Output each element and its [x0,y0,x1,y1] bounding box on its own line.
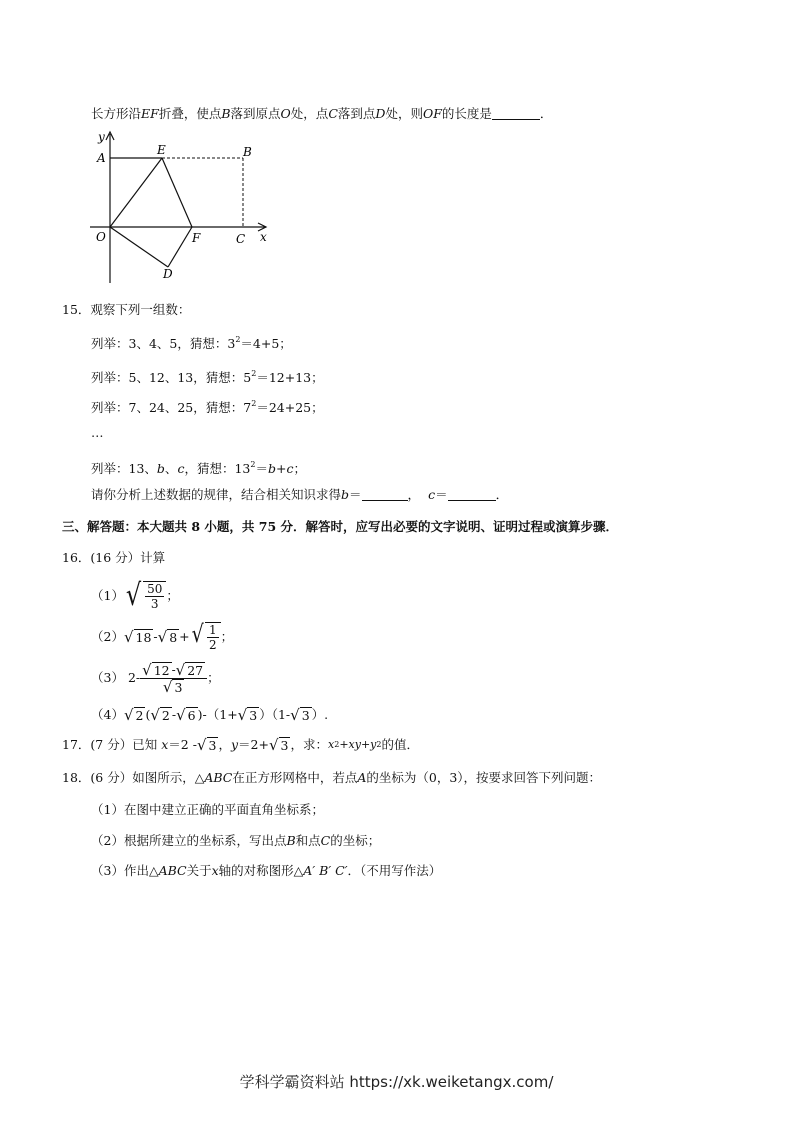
sqrt-icon: √ [125,578,142,613]
label-b: B [243,145,252,159]
text: 处，点 [290,106,329,121]
q15-ellipsis: … [91,425,104,440]
text: O [280,106,291,121]
sqrt-icon: √ [123,628,134,646]
sqrt-icon: √ [191,620,204,648]
text: 的值． [381,737,419,752]
radical [190,622,221,652]
q15-title: 15．观察下列一组数： [62,302,191,317]
q18-step-3 [91,863,441,879]
label-f: F [192,231,201,245]
q18-intro [62,770,601,786]
text: x [328,738,335,751]
label-x: x [260,230,267,244]
text: ＝ [349,487,362,502]
radical [176,662,205,678]
text: y [230,737,239,752]
text: D [375,106,386,121]
text: c [286,461,294,476]
text: ＝ [435,487,448,502]
radical [238,707,260,723]
numerator: 1 [208,623,217,637]
text: 的坐标为（0，3），按要求回答下列问题： [366,770,602,785]
segment-od [110,227,168,267]
text: ) [197,707,203,722]
text: 列举：13、 [91,461,157,476]
q15-row-last [91,457,306,477]
text: A [357,770,367,785]
text: （4） [91,707,124,722]
text: 请你分析上述数据的规律，结合相关知识求得 [91,487,342,502]
radicand: 3 [174,679,183,695]
radicand: 3 [249,708,258,723]
text: 列举：7、24、25，猜想：7 [91,400,252,415]
text: b [267,461,276,476]
label-d: D [163,267,173,281]
text: ）. [311,707,329,722]
radicand: 3 [301,708,310,723]
denominator: 2 [208,638,217,652]
q16-part-3 [91,657,220,699]
text: （1） [91,588,124,603]
radical [124,578,166,613]
q17 [62,737,419,753]
text: A′ B′ C′ [303,863,348,878]
label-o: O [96,230,106,244]
denominator [163,679,185,695]
text: 18．(6 分）如图所示，△ [62,770,205,785]
radical [197,737,219,753]
text: 的坐标； [330,833,381,848]
text: 、 [164,461,178,476]
text: 处，则 [385,106,423,121]
radicand [205,622,221,652]
q18-step-1: （1）在图中建立正确的平面直角坐标系； [91,802,324,817]
radicand: 18 [135,630,152,645]
text: b [341,487,350,502]
text: 关于 [186,863,212,878]
text: （3）作出△ [91,863,159,878]
radicand: 2 [135,708,144,723]
text: C [320,833,331,848]
text: ＝24+25； [256,400,324,415]
text: ． [495,487,509,502]
radical [150,707,172,723]
text: 的长度是 [441,106,492,121]
text: 和点 [295,833,321,848]
text: ABC [204,770,233,785]
text: ABC [158,863,187,878]
fraction [207,623,219,652]
text: ； [220,629,234,644]
radical [176,707,198,723]
text: C [328,106,338,121]
numerator: 50 [147,582,163,596]
segment-df [168,227,192,267]
q15-row-3 [91,396,324,416]
text: 轴的对称图形△ [218,863,304,878]
text: x [161,737,169,752]
radicand: 27 [187,662,204,678]
text: + [179,629,190,644]
text: （3） [91,670,124,685]
text: ， [218,737,231,752]
text: （2）根据所建立的坐标系，写出点 [91,833,287,848]
text: 2- [127,670,141,685]
q15-ask [91,487,508,503]
text: ( [145,707,151,722]
numerator [140,662,207,679]
answer-blank-c [448,488,496,501]
text: - [171,662,176,677]
radicand: 3 [280,738,289,753]
text: 在正方形网格中，若点 [232,770,358,785]
radical [163,679,185,695]
sqrt-icon: √ [237,706,248,724]
text: c [177,461,185,476]
text: ； [207,670,220,685]
fraction [145,582,164,611]
text: ＝4+5； [240,336,292,351]
radicand: 6 [187,708,196,723]
text: - [171,707,177,722]
sqrt-icon: √ [268,736,279,754]
footer-watermark: 学科学霸资料站 https://xk.weiketangx.com/ [239,1073,554,1091]
sqrt-icon: √ [162,677,173,696]
q15-row-2 [91,366,324,386]
text: ＝2 - [168,737,197,752]
q16-part-2 [91,619,233,655]
text: ． [539,106,553,121]
text: 2 [251,369,257,378]
sqrt-icon: √ [150,706,160,724]
q16-part-1 [91,576,179,616]
sqrt-icon: √ [157,628,168,646]
sqrt-icon: √ [290,706,300,724]
answer-blank-b [362,488,408,501]
sqrt-icon: √ [175,660,186,679]
radical [290,707,312,723]
text: 落到点 [337,106,376,121]
text: 2 [235,335,241,344]
radicand: 8 [169,630,178,645]
text: ，猜想：13 [184,461,251,476]
segment-oe [110,158,162,227]
fraction [140,662,207,695]
radical [269,737,291,753]
sqrt-icon: √ [196,736,207,754]
label-c: C [236,232,246,246]
segment-ef [162,158,192,227]
text: -（1+ [202,707,238,722]
q14-text [91,106,552,122]
text: c [428,487,436,502]
text: 2 [334,740,340,749]
text: ； [166,588,179,603]
sqrt-icon: √ [142,660,152,679]
radical [158,629,180,645]
radical [124,707,146,723]
text: 落到原点 [230,106,281,121]
section-3-heading: 三、解答题：本大题共 8 小题，共 75 分．解答时，应写出必要的文字说明、证明过程或演算步骤． [62,519,619,534]
sqrt-icon: √ [176,706,186,724]
text: OF [422,106,442,121]
q15-row-1 [91,332,292,352]
text: 列举：5、12、13，猜想：5 [91,370,252,385]
text: 2 [376,740,382,749]
text: B [221,106,231,121]
text: b [156,461,165,476]
q16-title: 16．(16 分）计算 [62,550,166,565]
radicand [143,581,166,611]
radicand: 2 [161,708,170,723]
q16-part-4 [91,704,328,726]
denominator: 3 [150,597,159,611]
text: 2 [251,399,257,408]
q18-step-2 [91,833,380,849]
label-y: y [98,130,105,144]
sqrt-icon: √ [123,706,134,724]
radicand: 12 [153,662,170,678]
text: 长方形沿 [91,106,142,121]
text: ， [407,487,421,502]
text: + [275,461,287,476]
text: 2 [250,460,256,469]
answer-blank [492,107,540,120]
label-a: A [97,151,106,165]
text: ，求： [290,737,328,752]
radicand: 3 [208,738,217,753]
text: 列举：3、4、5，猜想：3 [91,336,236,351]
text: EF [141,106,159,121]
text: ．（不用写作法） [347,863,442,878]
text: x [211,863,219,878]
fold-figure [88,128,288,288]
text: ＝12+13； [256,370,324,385]
radical [142,662,171,678]
text: +xy+y [339,738,377,751]
label-e: E [157,143,166,157]
text: ）（1- [259,707,291,722]
radical [124,629,153,645]
text: - [153,629,158,644]
text: ； [293,461,306,476]
text: B [286,833,296,848]
text: 17．(7 分）已知 [62,737,158,752]
text: ＝2+ [238,737,269,752]
text: 折叠，使点 [158,106,222,121]
text: ＝ [255,461,268,476]
text: （2） [91,629,124,644]
